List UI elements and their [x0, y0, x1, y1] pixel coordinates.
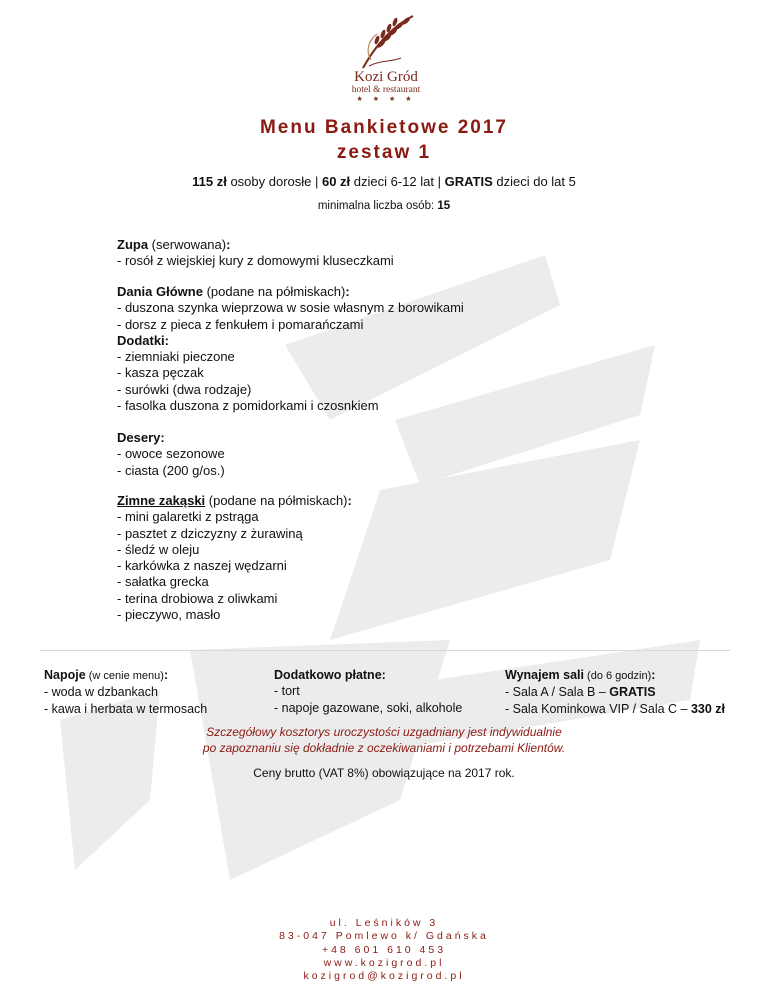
child-label: dzieci 6-12 lat | [350, 174, 445, 189]
list-item: - fasolka duszona z pomidorkami i czosnkiem [117, 398, 379, 414]
soup-note: (serwowana) [148, 237, 227, 252]
list-item: - ziemniaki pieczone [117, 349, 235, 365]
footer-address: ul. Leśników 3 [329, 917, 439, 929]
vat-note: Ceny brutto (VAT 8%) obowiązujące na 2017 rok. [253, 766, 515, 780]
footer-phone: +48 601 610 453 [321, 943, 447, 956]
drinks-column [44, 667, 207, 717]
soup-section [117, 237, 394, 270]
free-label: GRATIS [444, 174, 493, 189]
list-item: - karkówka z naszej wędzarni [117, 558, 287, 574]
adult-label: osoby dorosłe | [226, 174, 322, 189]
list-item: - ciasta (200 g/os.) [117, 462, 225, 478]
list-item: - śledź w oleju [117, 541, 200, 557]
minimum-value: 15 [437, 200, 451, 212]
list-item: - napoje gazowane, soki, alkohole [274, 700, 463, 715]
list-item [505, 684, 725, 700]
child-price: 60 zł [321, 174, 351, 189]
drinks-heading: Napoje [44, 668, 86, 682]
cold-note: (podane na półmiskach) [205, 493, 348, 508]
rental-line2-price: 330 zł [690, 701, 726, 716]
wheat-logo-icon [351, 10, 421, 72]
footer-contact [0, 917, 768, 983]
minimum-label: minimalna liczba osób: [317, 200, 438, 212]
list-item: - kawa i herbata w termosach [44, 701, 208, 716]
list-item: - tort [274, 684, 300, 699]
menu-subtitle: zestaw 1 [336, 142, 432, 163]
cost-note-line1: Szczegółowy kosztorys uroczystości uzgadniany jest indywidualnie [206, 725, 562, 739]
list-item: - surówki (dwa rodzaje) [117, 381, 252, 397]
cost-note-line2: po zapoznaniu się dokładnie z oczekiwaniami i potrzebami Klientów. [202, 741, 566, 755]
adult-price: 115 zł [192, 174, 227, 189]
rental-line1-text: - Sala A / Sala B – [505, 685, 610, 700]
mains-heading: Dania Główne [117, 284, 203, 299]
rental-line2-text: - Sala Kominkowa VIP / Sala C – [505, 701, 691, 716]
logo-name: Kozi Gród [354, 69, 418, 85]
desserts-section [117, 430, 225, 479]
rental-colon: : [651, 668, 656, 682]
list-item: - kasza pęczak [117, 365, 204, 381]
list-item: - mini galaretki z pstrąga [117, 509, 259, 525]
cost-note [0, 724, 768, 756]
soup-colon: : [226, 237, 231, 252]
minimum-guests [0, 200, 768, 212]
cold-colon: : [347, 493, 352, 508]
rental-note: (do 6 godzin) [583, 670, 652, 682]
extra-paid-column [274, 667, 462, 716]
logo-subtitle: hotel & restaurant [351, 85, 421, 95]
extra-heading: Dodatkowo płatne: [274, 668, 386, 682]
rental-heading: Wynajem sali [505, 668, 584, 682]
list-item: - pieczywo, masło [117, 607, 221, 623]
sides-heading: Dodatki: [117, 332, 169, 348]
drinks-note: (w cenie menu) [85, 670, 164, 682]
footer-city: 83-047 Pomlewo k/ Gdańska [279, 930, 489, 943]
list-item: - duszona szynka wieprzowa w sosie własnym z borowikami [117, 300, 464, 316]
footer-email[interactable]: kozigrod@kozigrod.pl [303, 970, 465, 983]
list-item: - terina drobiowa z oliwkami [117, 590, 278, 606]
list-item: - dorsz z pieca z fenkułem i pomarańczami [117, 316, 364, 332]
list-item: - sałatka grecka [117, 574, 209, 590]
list-item: - rosół z wiejskiej kury z domowymi kluseczkami [117, 253, 394, 269]
list-item: - owoce sezonowe [117, 446, 225, 462]
mains-colon: : [345, 284, 350, 299]
cold-section [117, 493, 352, 623]
kozi-grod-logo [336, 10, 436, 118]
section-divider [40, 650, 730, 651]
footer-website[interactable]: www.kozigrod.pl [323, 956, 445, 969]
menu-title: Menu Bankietowe 2017 [259, 117, 509, 138]
list-item: - pasztet z dziczyzny z żurawiną [117, 525, 303, 541]
desserts-heading: Desery: [117, 430, 165, 445]
drinks-colon: : [163, 668, 169, 682]
mains-note: (podane na półmiskach) [202, 284, 346, 299]
mains-section [117, 284, 464, 414]
logo-stars: ★ ★ ★ ★ [356, 96, 416, 103]
list-item: - woda w dzbankach [44, 685, 158, 700]
list-item [505, 701, 725, 717]
price-line [0, 174, 768, 189]
soup-heading: Zupa [117, 237, 149, 252]
rental-line1-price: GRATIS [609, 685, 656, 700]
room-rental-column [505, 667, 725, 717]
free-text: dzieci do lat 5 [492, 174, 576, 189]
cold-heading: Zimne zakąski [117, 493, 206, 508]
